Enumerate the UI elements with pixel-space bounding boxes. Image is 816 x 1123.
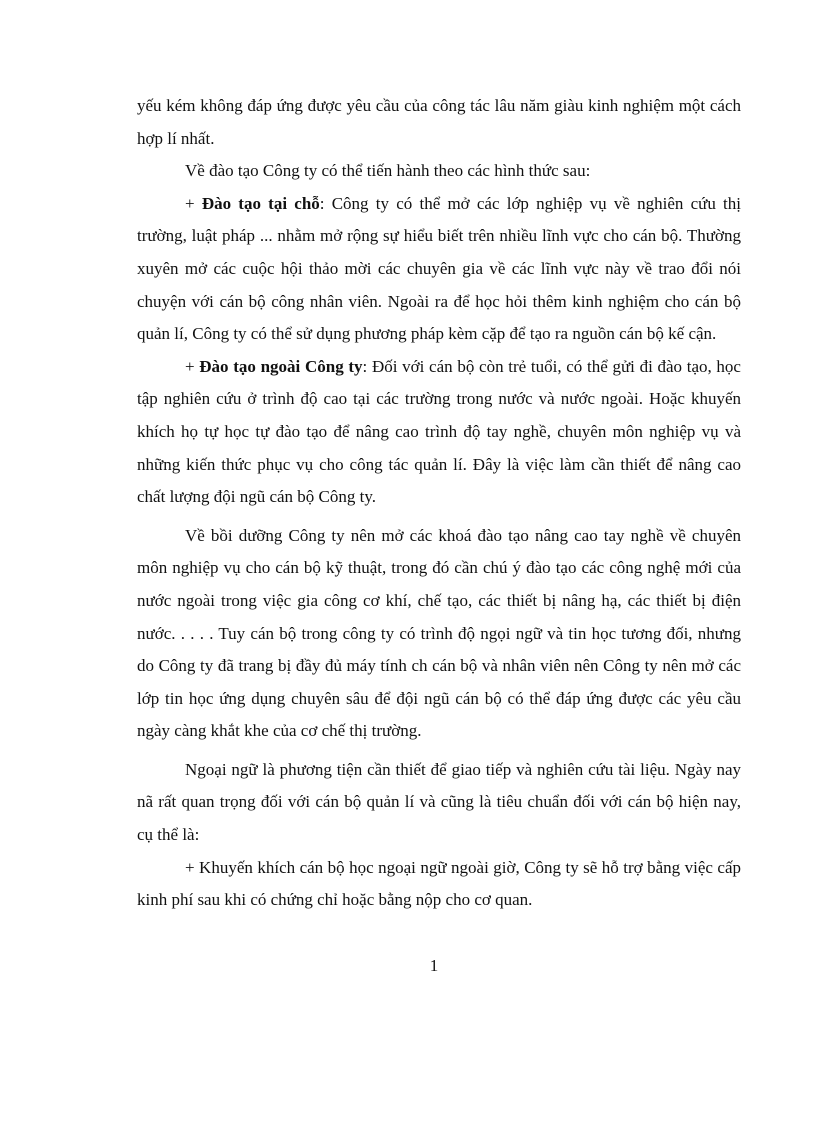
paragraph-foreign-language: Ngoại ngữ là phương tiện cần thiết để giao tiếp và nghiên cứu tài liệu. Ngày nay nã rất quan trọng đối với cán bộ quản lí và cũng là tiêu chuẩn đối với cán bộ hiện nay, cụ thể là: bbox=[137, 759, 741, 845]
paragraph-language-support: + Khuyến khích cán bộ học ngoại ngữ ngoài giờ, Công ty sẽ hỗ trợ bằng việc cấp kinh phí sau khi có chứng chỉ hoặc bằng nộp cho cơ quan. bbox=[137, 857, 741, 910]
document-page bbox=[137, 90, 741, 917]
bullet-prefix: + bbox=[185, 193, 202, 213]
page-number: 1 bbox=[429, 956, 439, 975]
onsite-training-body: : Công ty có thể mở các lớp nghiệp vụ về nghiên cứu thị trường, luật pháp ... nhằm mở rộng sự hiểu biết trên nhiều lĩnh vực cho cán bộ. Thường xuyên mở các cuộc hội thảo mời các chuyên gia về các lĩnh vực này về trao đổi nói chuyện với cán bộ công nhân viên. Ngoài ra để học hỏi thêm kinh nghiệm cho cán bộ quản lí, Công ty có thể sử dụng phương pháp kèm cặp để tạo ra nguồn cán bộ kế cận. bbox=[137, 193, 742, 344]
paragraph-training-intro: Về đào tạo Công ty có thể tiến hành theo các hình thức sau: bbox=[185, 161, 591, 181]
external-training-heading: Đào tạo ngoài Công ty bbox=[199, 356, 363, 376]
paragraph-upskilling: Về bồi dưỡng Công ty nên mở các khoá đào tạo nâng cao tay nghề về chuyên môn nghiệp vụ cho cán bộ kỹ thuật, trong đó cần chú ý đào tạo các công nghệ mới của nước ngoài trong việc gia công cơ khí, chế tạo, các thiết bị nâng hạ, các thiết bị điện nước. . . . . Tuy cán bộ trong công ty có trình độ ngọi ngữ và tin học tương đối, nhưng do Công ty đã trang bị đầy đủ máy tính ch cán bộ và nhân viên nên Công ty nên mở các lớp tin học ứng dụng chuyên sâu để đội ngũ cán bộ có thể đáp ứng được các yêu cầu ngày càng khắt khe của cơ chế thị trường. bbox=[137, 525, 741, 741]
paragraph-external-training bbox=[137, 351, 741, 514]
bullet-prefix: + bbox=[185, 356, 200, 376]
onsite-training-heading: Đào tạo tại chỗ bbox=[201, 193, 320, 213]
external-training-body: : Đối với cán bộ còn trẻ tuổi, có thể gửi đi đào tạo, học tập nghiên cứu ở trình độ cao tại các trường trong nước và nước ngoài. Hoặc khuyến khích họ tự học tự đào tạo để nâng cao trình độ tay nghề, chuyên môn nghiệp vụ và những kiến thức phục vụ cho công tác quản lí. Đây là việc làm cần thiết để nâng cao chất lượng đội ngũ cán bộ Công ty. bbox=[137, 356, 741, 507]
paragraph-onsite-training bbox=[137, 188, 741, 351]
paragraph-continuation: yếu kém không đáp ứng được yêu cầu của công tác lâu năm giàu kinh nghiệm một cách hợp lí nhất. bbox=[137, 96, 741, 148]
